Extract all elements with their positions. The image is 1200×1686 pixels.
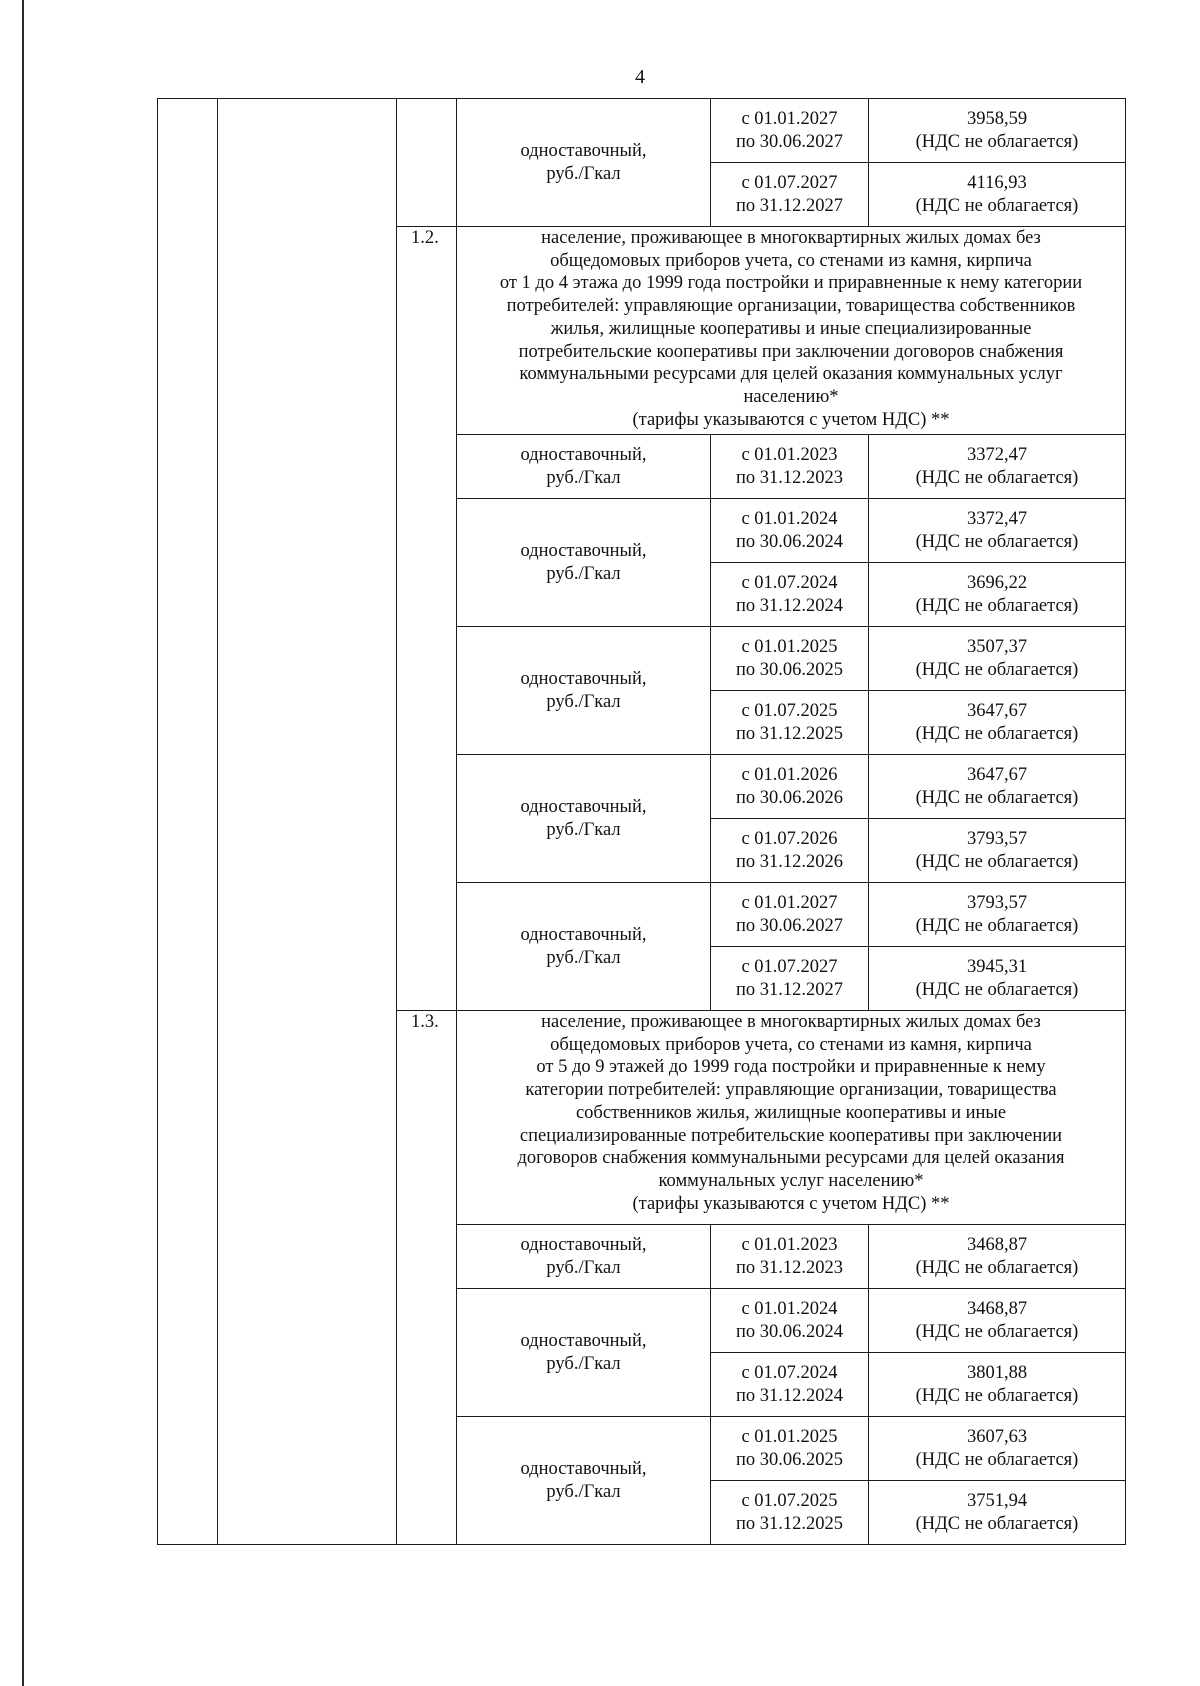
cell-line: 3468,87: [966, 1298, 1028, 1319]
section-description: [457, 1011, 1126, 1225]
period-cell: [711, 99, 869, 163]
cell-line: (НДС не облагается): [915, 1257, 1079, 1278]
cell-line: 3507,37: [966, 636, 1028, 657]
cell-line: 3372,47: [966, 508, 1028, 529]
value-cell: [869, 1353, 1126, 1417]
cell-line: по 30.06.2024: [735, 531, 844, 552]
description-line: населению*: [743, 386, 839, 407]
description-line: договоров снабжения коммунальными ресурсами для целей оказания: [517, 1148, 1065, 1169]
value-cell: [869, 883, 1126, 947]
tariff-table: [157, 98, 1126, 1545]
cell-line: (НДС не облагается): [915, 1321, 1079, 1342]
cell-line: одноставочный,: [520, 540, 647, 561]
value-cell: [869, 755, 1126, 819]
cell-line: (НДС не облагается): [915, 467, 1079, 488]
description-line: общедомовых приборов учета, со стенами из камня, кирпича: [550, 1034, 1032, 1055]
period-cell: [711, 883, 869, 947]
cell-line: 3468,87: [966, 1234, 1028, 1255]
cell-line: (НДС не облагается): [915, 1449, 1079, 1470]
period-cell: [711, 819, 869, 883]
value-cell: [869, 163, 1126, 227]
cell-line: с 01.01.2024: [741, 1298, 838, 1319]
cell-line: 3751,94: [966, 1490, 1028, 1511]
period-cell: [711, 563, 869, 627]
value-cell: [869, 819, 1126, 883]
cell-line: руб./Гкал: [546, 1257, 621, 1278]
cell-line: руб./Гкал: [546, 467, 621, 488]
cell-line: (НДС не облагается): [915, 131, 1079, 152]
cell-line: одноставочный,: [520, 140, 647, 161]
period-cell: [711, 499, 869, 563]
cell-line: руб./Гкал: [546, 1481, 621, 1502]
cell-line: 3696,22: [966, 572, 1028, 593]
period-cell: [711, 755, 869, 819]
cell-line: руб./Гкал: [546, 563, 621, 584]
cell-line: по 30.06.2026: [735, 787, 844, 808]
cell-line: 3607,63: [966, 1426, 1028, 1447]
cell-line: одноставочный,: [520, 1458, 647, 1479]
cell-line: руб./Гкал: [546, 163, 621, 184]
description-line: население, проживающее в многоквартирных жилых домах без: [541, 228, 1041, 248]
cell-line: по 31.12.2027: [735, 195, 844, 216]
cell-line: (НДС не облагается): [915, 851, 1079, 872]
rate-cell: [457, 99, 711, 227]
period-cell: [711, 1481, 869, 1545]
section-number: 1.2.: [397, 227, 457, 1011]
description-line: потребителей: управляющие организации, товарищества собственников: [506, 296, 1076, 317]
period-cell: [711, 1417, 869, 1481]
cell-line: (НДС не облагается): [915, 1385, 1079, 1406]
cell-line: 3647,67: [966, 764, 1028, 785]
value-cell: [869, 435, 1126, 499]
cell-line: (НДС не облагается): [915, 915, 1079, 936]
period-cell: [711, 1289, 869, 1353]
period-cell: [711, 627, 869, 691]
cell-line: по 30.06.2027: [735, 915, 844, 936]
cell-line: по 30.06.2027: [735, 131, 844, 152]
cell-line: (НДС не облагается): [915, 659, 1079, 680]
cell-line: (НДС не облагается): [915, 723, 1079, 744]
description-line: (тарифы указываются с учетом НДС) **: [632, 409, 950, 430]
cell-line: 3647,67: [966, 700, 1028, 721]
cell-line: по 31.12.2023: [735, 467, 844, 488]
cell-line: по 31.12.2024: [735, 595, 844, 616]
period-cell: [711, 1353, 869, 1417]
cell-line: с 01.01.2027: [741, 892, 838, 913]
cell-line: (НДС не облагается): [915, 195, 1079, 216]
cell-line: 3793,57: [966, 828, 1028, 849]
cell-line: одноставочный,: [520, 1330, 647, 1351]
cell-line: руб./Гкал: [546, 819, 621, 840]
description-line: население, проживающее в многоквартирных жилых домах без: [541, 1012, 1041, 1032]
value-cell: [869, 1225, 1126, 1289]
value-cell: [869, 1417, 1126, 1481]
cell-line: по 30.06.2025: [735, 659, 844, 680]
cell-line: с 01.01.2023: [741, 1234, 838, 1255]
value-cell: [869, 1289, 1126, 1353]
value-cell: [869, 1481, 1126, 1545]
cell-line: одноставочный,: [520, 444, 647, 465]
cell-line: с 01.01.2027: [741, 108, 838, 129]
cell-line: по 31.12.2024: [735, 1385, 844, 1406]
cell-line: с 01.01.2025: [741, 636, 838, 657]
period-cell: [711, 947, 869, 1011]
description-line: (тарифы указываются с учетом НДС) **: [632, 1193, 950, 1214]
value-cell: [869, 99, 1126, 163]
rate-cell: [457, 435, 711, 499]
cell-line: (НДС не облагается): [915, 595, 1079, 616]
description-line: коммунальными ресурсами для целей оказания коммунальных услуг: [519, 364, 1063, 385]
period-cell: [711, 1225, 869, 1289]
cell-line: с 01.01.2025: [741, 1426, 838, 1447]
period-cell: [711, 435, 869, 499]
cell-line: руб./Гкал: [546, 1353, 621, 1374]
value-cell: [869, 627, 1126, 691]
table-row: [158, 99, 1126, 163]
cell-line: с 01.07.2025: [741, 1490, 838, 1511]
description-line: от 5 до 9 этажей до 1999 года постройки и приравненные к нему: [536, 1057, 1046, 1078]
description-line: жилья, жилищные кооперативы и иные специализированные: [550, 318, 1032, 339]
value-cell: [869, 499, 1126, 563]
blank-column-2: [218, 99, 397, 1545]
cell-line: с 01.07.2024: [741, 1362, 838, 1383]
cell-line: с 01.07.2025: [741, 700, 838, 721]
cell-line: с 01.07.2027: [741, 956, 838, 977]
cell-line: одноставочный,: [520, 1234, 647, 1255]
cell-line: руб./Гкал: [546, 947, 621, 968]
cell-line: 3945,31: [966, 956, 1028, 977]
rate-cell: [457, 499, 711, 627]
cell-line: 3958,59: [966, 108, 1028, 129]
cell-line: 3793,57: [966, 892, 1028, 913]
cell-line: с 01.01.2024: [741, 508, 838, 529]
cell-line: 3372,47: [966, 444, 1028, 465]
cell-line: одноставочный,: [520, 796, 647, 817]
period-cell: [711, 163, 869, 227]
rate-cell: [457, 755, 711, 883]
cell-line: руб./Гкал: [546, 691, 621, 712]
section-description: [457, 227, 1126, 435]
rate-cell: [457, 883, 711, 1011]
cell-line: (НДС не облагается): [915, 787, 1079, 808]
cell-line: по 31.12.2025: [735, 723, 844, 744]
rate-cell: [457, 1417, 711, 1545]
description-line: специализированные потребительские кооперативы при заключении: [519, 1125, 1063, 1146]
cell-line: (НДС не облагается): [915, 531, 1079, 552]
cell-line: 3801,88: [966, 1362, 1028, 1383]
blank-column-1: [158, 99, 218, 1545]
cell-line: с 01.07.2024: [741, 572, 838, 593]
description-line: коммунальных услуг населению*: [658, 1170, 924, 1191]
cell-line: (НДС не облагается): [915, 979, 1079, 1000]
cell-line: по 31.12.2023: [735, 1257, 844, 1278]
cell-line: с 01.07.2027: [741, 172, 838, 193]
cell-line: по 30.06.2025: [735, 1449, 844, 1470]
description-line: потребительские кооперативы при заключении договоров снабжения: [518, 341, 1064, 362]
period-cell: [711, 691, 869, 755]
cell-line: 4116,93: [967, 172, 1027, 193]
cell-line: с 01.01.2026: [741, 764, 838, 785]
cell-line: по 31.12.2025: [735, 1513, 844, 1534]
cell-line: (НДС не облагается): [915, 1513, 1079, 1534]
cell-line: с 01.07.2026: [741, 828, 838, 849]
cell-line: по 31.12.2027: [735, 979, 844, 1000]
value-cell: [869, 563, 1126, 627]
description-line: собственников жилья, жилищные кооперативы и иные: [575, 1102, 1007, 1123]
cell-line: по 30.06.2024: [735, 1321, 844, 1342]
description-line: категории потребителей: управляющие организации, товарищества: [525, 1080, 1057, 1101]
rate-cell: [457, 1289, 711, 1417]
page-number: 4: [635, 66, 645, 88]
value-cell: [869, 947, 1126, 1011]
cell-line: одноставочный,: [520, 924, 647, 945]
section-number: 1.3.: [397, 1011, 457, 1545]
cell-line: по 31.12.2026: [735, 851, 844, 872]
description-line: от 1 до 4 этажа до 1999 года постройки и приравненные к нему категории: [499, 273, 1083, 294]
blank-column-3: [397, 99, 457, 227]
rate-cell: [457, 1225, 711, 1289]
value-cell: [869, 691, 1126, 755]
cell-line: одноставочный,: [520, 668, 647, 689]
cell-line: с 01.01.2023: [741, 444, 838, 465]
rate-cell: [457, 627, 711, 755]
page-edge-rule: [22, 0, 24, 1686]
description-line: общедомовых приборов учета, со стенами из камня, кирпича: [550, 250, 1032, 271]
